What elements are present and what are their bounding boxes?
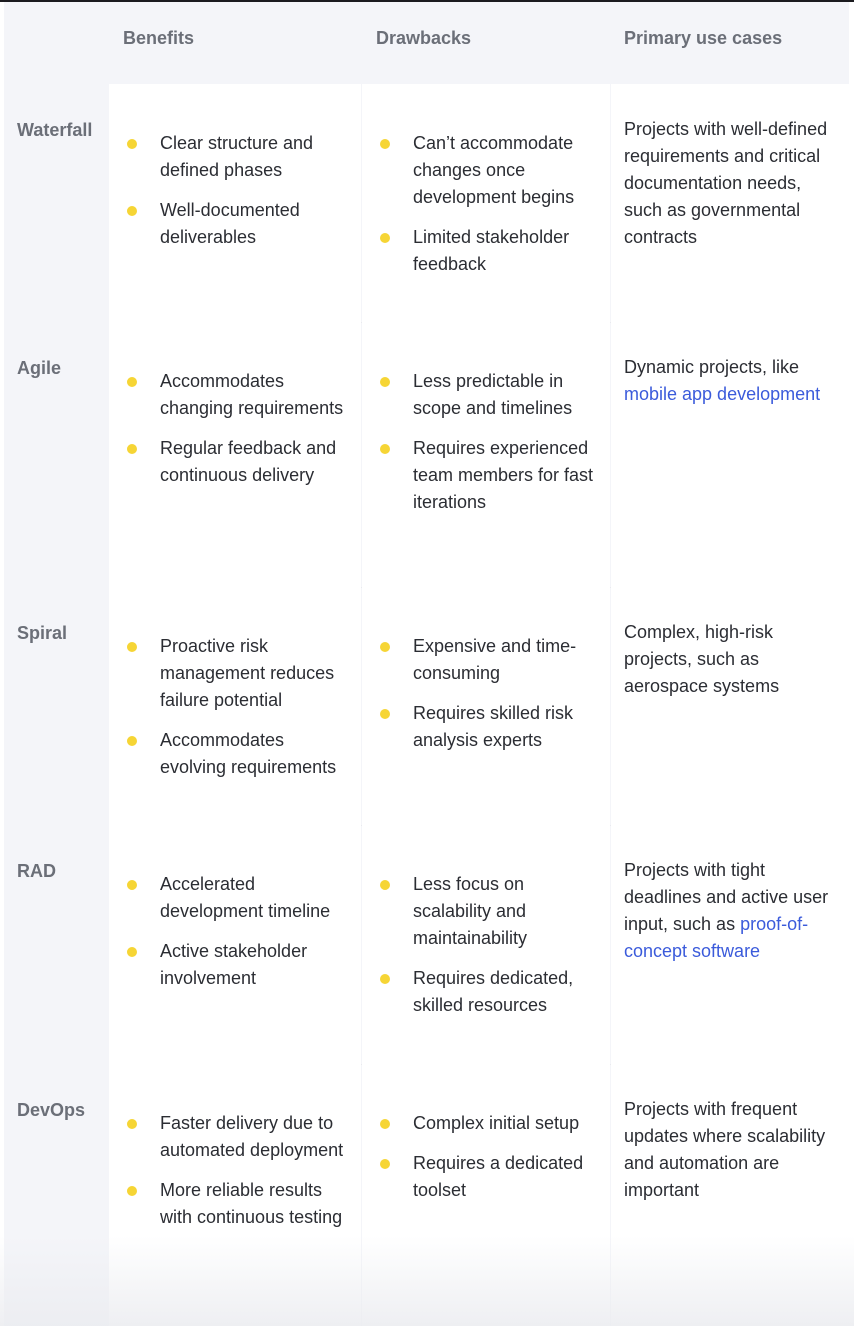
header-use-cases: Primary use cases [624, 28, 783, 48]
use-case-text: Projects with tight deadlines and active user input, such as proof-of-concept software [624, 860, 829, 961]
benefits-list [122, 130, 354, 264]
bullet-dot-icon [127, 139, 137, 149]
list-item: Accommodates changing requirements [122, 368, 354, 422]
use-case-text: Projects with well-defined requirements and critical documentation needs, such as governmental contracts [624, 119, 828, 247]
use-cases-cell [611, 84, 849, 322]
benefits-cell [109, 1064, 361, 1326]
table-header [4, 2, 849, 84]
bullet-dot-icon [380, 233, 390, 243]
use-cases-cell [611, 825, 849, 1064]
bullet-dot-icon [380, 1119, 390, 1129]
benefits-cell [109, 322, 361, 587]
use-cases-cell [611, 1064, 849, 1326]
bullet-dot-icon [127, 1186, 137, 1196]
use-case-text: Complex, high-risk projects, such as aerospace systems [624, 622, 780, 696]
table-row-rad [4, 825, 849, 1064]
drawbacks-cell [362, 322, 610, 587]
drawbacks-cell [362, 84, 610, 322]
bullet-dot-icon [127, 1119, 137, 1129]
use-case-text: Projects with frequent updates where scalability and automation are important [624, 1099, 826, 1200]
list-item: Can’t accommodate changes once development begins [375, 130, 603, 211]
drawbacks-cell [362, 587, 610, 825]
comparison-table [4, 2, 849, 1326]
bullet-dot-icon [380, 709, 390, 719]
benefits-list [122, 633, 354, 794]
list-item: Clear structure and defined phases [122, 130, 354, 184]
table-row-devops [4, 1064, 849, 1326]
drawbacks-cell [362, 1064, 610, 1326]
list-item: Less focus on scalability and maintainability [375, 871, 603, 952]
row-label: Waterfall [17, 120, 93, 140]
row-label: Agile [17, 358, 62, 378]
list-item: Requires dedicated, skilled resources [375, 965, 603, 1019]
list-item: Regular feedback and continuous delivery [122, 435, 354, 489]
table-row-agile [4, 322, 849, 587]
header-drawbacks: Drawbacks [376, 28, 472, 48]
bullet-dot-icon [127, 206, 137, 216]
bullet-dot-icon [380, 880, 390, 890]
header-benefits: Benefits [123, 28, 195, 48]
benefits-list [122, 368, 354, 502]
list-item: Proactive risk management reduces failure potential [122, 633, 354, 714]
list-item: Expensive and time-consuming [375, 633, 603, 687]
bullet-dot-icon [380, 1159, 390, 1169]
benefits-cell [109, 825, 361, 1064]
list-item: Requires experienced team members for fast iterations [375, 435, 603, 516]
list-item: Faster delivery due to automated deployment [122, 1110, 354, 1164]
drawbacks-list [375, 633, 603, 767]
drawbacks-list [375, 130, 603, 291]
benefits-cell [109, 84, 361, 322]
use-case-text: Dynamic projects, like mobile app development [624, 357, 821, 404]
list-item: More reliable results with continuous testing [122, 1177, 354, 1231]
table-row-spiral [4, 587, 849, 825]
list-item: Requires skilled risk analysis experts [375, 700, 603, 754]
use-cases-cell [611, 322, 849, 587]
row-label: DevOps [17, 1100, 86, 1120]
proof-of-concept-link[interactable]: proof-of-concept software [624, 914, 809, 961]
list-item: Less predictable in scope and timelines [375, 368, 603, 422]
benefits-cell [109, 587, 361, 825]
mobile-app-development-link[interactable]: mobile app development [624, 384, 821, 404]
list-item: Limited stakeholder feedback [375, 224, 603, 278]
list-item: Complex initial setup [375, 1110, 603, 1137]
bullet-dot-icon [127, 947, 137, 957]
bullet-dot-icon [380, 377, 390, 387]
list-item: Accommodates evolving requirements [122, 727, 354, 781]
drawbacks-list [375, 1110, 603, 1217]
benefits-list [122, 1110, 354, 1244]
list-item: Requires a dedicated toolset [375, 1150, 603, 1204]
bullet-dot-icon [127, 736, 137, 746]
list-item: Accelerated development timeline [122, 871, 354, 925]
drawbacks-list [375, 368, 603, 529]
bullet-dot-icon [380, 974, 390, 984]
row-label: RAD [17, 861, 56, 881]
benefits-list [122, 871, 354, 1005]
bullet-dot-icon [380, 139, 390, 149]
bullet-dot-icon [127, 642, 137, 652]
table-row-waterfall [4, 84, 849, 322]
bullet-dot-icon [127, 377, 137, 387]
list-item: Active stakeholder involvement [122, 938, 354, 992]
drawbacks-list [375, 871, 603, 1032]
list-item: Well-documented deliverables [122, 197, 354, 251]
bullet-dot-icon [380, 444, 390, 454]
row-label: Spiral [17, 623, 68, 643]
bullet-dot-icon [127, 880, 137, 890]
bullet-dot-icon [127, 444, 137, 454]
use-cases-cell [611, 587, 849, 825]
bullet-dot-icon [380, 642, 390, 652]
drawbacks-cell [362, 825, 610, 1064]
